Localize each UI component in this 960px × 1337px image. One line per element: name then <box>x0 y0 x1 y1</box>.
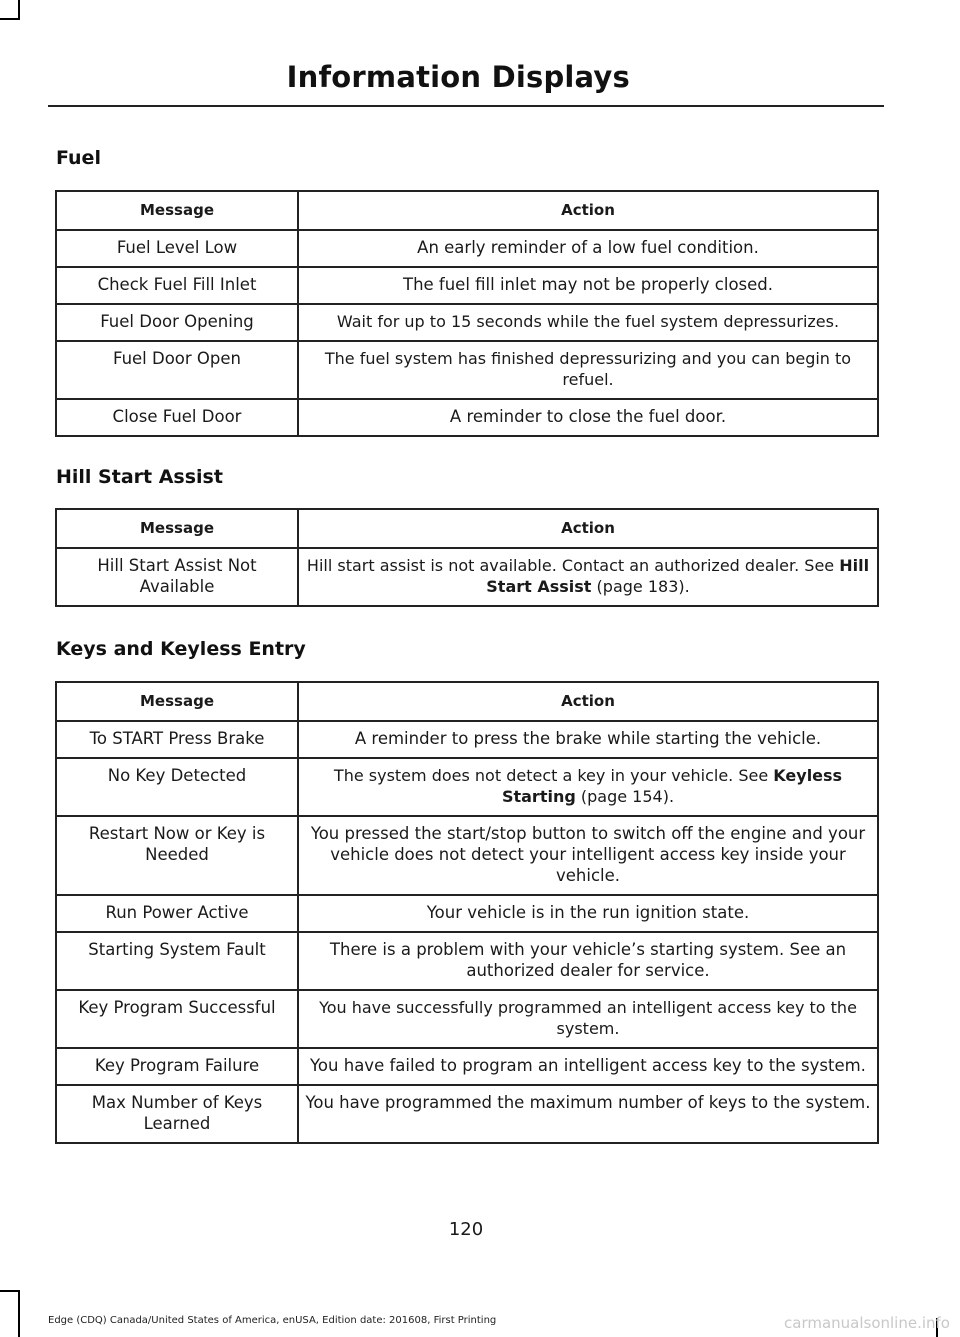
table-row <box>56 230 878 267</box>
message-cell: Max Number of Keys Learned <box>56 1085 298 1143</box>
footer-edition-info: Edge (CDQ) Canada/United States of America, enUSA, Edition date: 201608, First Printing <box>48 1315 497 1326</box>
page-number: 120 <box>448 1219 484 1240</box>
see-text: See <box>804 556 835 575</box>
table-row <box>56 267 878 304</box>
column-header-action: Action <box>298 682 878 721</box>
action-cell: There is a problem with your vehicle’s starting system. See an authorized dealer for service. <box>298 932 878 990</box>
fuel-messages-table <box>55 190 879 437</box>
table-row <box>56 399 878 436</box>
action-cell: You have successfully programmed an intelligent access key to the system. <box>298 990 878 1048</box>
action-cell: An early reminder of a low fuel condition. <box>298 230 878 267</box>
see-text: See <box>738 766 769 785</box>
table-row <box>56 304 878 341</box>
message-cell: Fuel Door Open <box>56 341 298 399</box>
watermark-text: carmanualsonline.info <box>784 1314 950 1332</box>
column-header-action: Action <box>298 509 878 548</box>
action-text: Hill start assist is not available. Contact an authorized dealer. <box>306 556 800 575</box>
table-header-row <box>56 509 878 548</box>
table-row <box>56 548 878 606</box>
page-reference: (page 154). <box>580 787 675 806</box>
action-cell: Your vehicle is in the run ignition state. <box>298 895 878 932</box>
message-cell: Fuel Door Opening <box>56 304 298 341</box>
action-cell: The fuel fill inlet may not be properly closed. <box>298 267 878 304</box>
message-cell: Close Fuel Door <box>56 399 298 436</box>
action-cell: A reminder to press the brake while starting the vehicle. <box>298 721 878 758</box>
message-cell: No Key Detected <box>56 758 298 816</box>
table-row <box>56 758 878 816</box>
hill-start-assist-messages-table <box>55 508 879 607</box>
column-header-message: Message <box>56 509 298 548</box>
action-cell <box>298 758 878 816</box>
action-cell: A reminder to close the fuel door. <box>298 399 878 436</box>
table-header-row <box>56 191 878 230</box>
cross-reference-link[interactable]: Keyless Starting <box>501 766 843 806</box>
table-row <box>56 895 878 932</box>
message-cell: Check Fuel Fill Inlet <box>56 267 298 304</box>
table-row <box>56 990 878 1048</box>
action-cell: Wait for up to 15 seconds while the fuel system depressurizes. <box>298 304 878 341</box>
action-text: The system does not detect a key in your vehicle. <box>333 766 734 785</box>
header-divider <box>48 105 884 107</box>
keys-messages-table <box>55 681 879 1144</box>
action-cell <box>298 548 878 606</box>
message-cell: Restart Now or Key is Needed <box>56 816 298 895</box>
section-title-fuel: Fuel <box>56 147 101 169</box>
message-cell: Fuel Level Low <box>56 230 298 267</box>
column-header-message: Message <box>56 191 298 230</box>
section-title-keys-and-keyless-entry: Keys and Keyless Entry <box>56 638 306 660</box>
message-cell: Run Power Active <box>56 895 298 932</box>
action-cell: You pressed the start/stop button to switch off the engine and your vehicle does not detect your intelligent access key inside your vehicle. <box>298 816 878 895</box>
table-row <box>56 932 878 990</box>
column-header-message: Message <box>56 682 298 721</box>
table-row <box>56 341 878 399</box>
action-cell: You have programmed the maximum number of keys to the system. <box>298 1085 878 1143</box>
message-cell: Starting System Fault <box>56 932 298 990</box>
page-header-title: Information Displays <box>286 60 630 94</box>
table-row <box>56 1048 878 1085</box>
table-row <box>56 721 878 758</box>
table-row <box>56 816 878 895</box>
page-reference: (page 183). <box>596 577 690 596</box>
message-cell: Key Program Failure <box>56 1048 298 1085</box>
crop-mark <box>18 0 20 18</box>
message-cell: Key Program Successful <box>56 990 298 1048</box>
action-cell: The fuel system has finished depressurizing and you can begin to refuel. <box>298 341 878 399</box>
crop-mark <box>0 18 20 20</box>
message-cell: To START Press Brake <box>56 721 298 758</box>
action-cell: You have failed to program an intelligent access key to the system. <box>298 1048 878 1085</box>
table-header-row <box>56 682 878 721</box>
cross-reference-link[interactable]: Hill Start Assist <box>486 556 870 596</box>
crop-mark <box>0 1290 20 1292</box>
column-header-action: Action <box>298 191 878 230</box>
crop-mark <box>18 1290 20 1337</box>
table-row <box>56 1085 878 1143</box>
section-title-hill-start-assist: Hill Start Assist <box>56 466 223 488</box>
message-cell: Hill Start Assist Not Available <box>56 548 298 606</box>
